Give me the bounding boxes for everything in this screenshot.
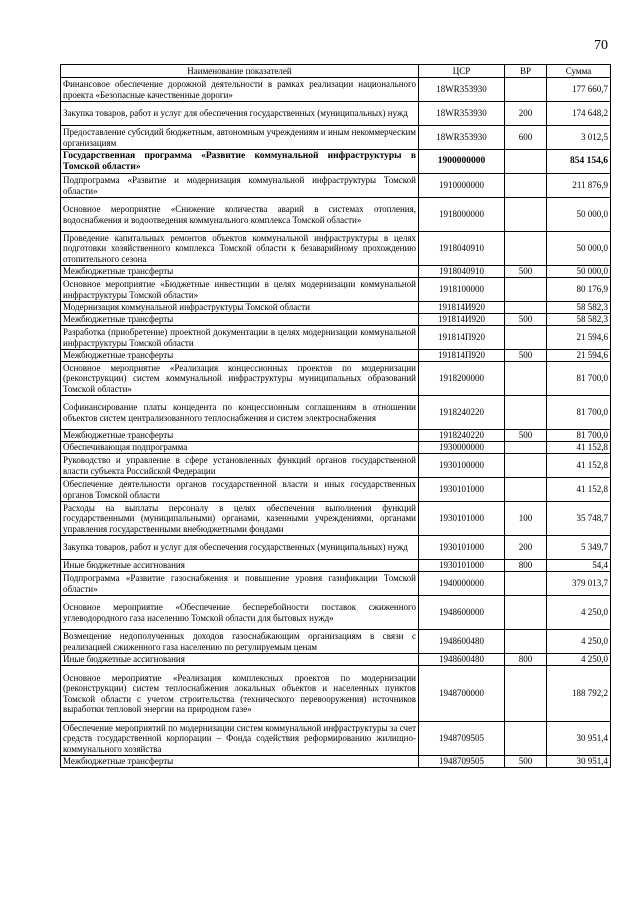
table-row xyxy=(61,302,611,314)
csr-cell: 1910000000 xyxy=(419,174,505,198)
table-row xyxy=(61,596,611,630)
table-row xyxy=(61,666,611,722)
vr-cell xyxy=(505,78,547,102)
vr-cell: 200 xyxy=(505,102,547,126)
name-cell: Основное мероприятие «Обеспечение бесперебойности поставок сжиженного углеводородного газа населению Томской области для бытовых нужд» xyxy=(61,596,419,630)
vr-cell xyxy=(505,666,547,722)
csr-cell: 1930101000 xyxy=(419,502,505,536)
csr-cell: 18WR353930 xyxy=(419,126,505,150)
csr-cell: 1900000000 xyxy=(419,150,505,174)
csr-cell: 191814И920 xyxy=(419,302,505,314)
vr-cell xyxy=(505,442,547,454)
table-row xyxy=(61,102,611,126)
table-row xyxy=(61,198,611,232)
header-csr: ЦСР xyxy=(419,65,505,78)
budget-table xyxy=(60,64,611,768)
table-header-row xyxy=(61,65,611,78)
sum-cell: 30 951,4 xyxy=(547,756,611,768)
vr-cell: 800 xyxy=(505,654,547,666)
table-row xyxy=(61,654,611,666)
name-cell: Софинансирование платы концедента по концессионным соглашениям в отношении объектов систем централизованного теплоснабжения и систем электроснабжения xyxy=(61,396,419,430)
name-cell: Закупка товаров, работ и услуг для обеспечения государственных (муниципальных) нужд xyxy=(61,536,419,560)
vr-cell: 500 xyxy=(505,266,547,278)
name-cell: Возмещение недополученных доходов газоснабжающим организациям в связи с реализацией сжиженного газа населению по регулируемым ценам xyxy=(61,630,419,654)
vr-cell xyxy=(505,396,547,430)
name-cell: Обеспечение мероприятий по модернизации систем коммунальной инфраструктуры за счет средств государственной корпорации – Фонда содействия реформированию жилищно-коммунального хозяйства xyxy=(61,722,419,756)
csr-cell: 1948600480 xyxy=(419,630,505,654)
sum-cell: 4 250,0 xyxy=(547,596,611,630)
csr-cell: 1918040910 xyxy=(419,232,505,266)
table-row xyxy=(61,430,611,442)
table-row xyxy=(61,560,611,572)
sum-cell: 854 154,6 xyxy=(547,150,611,174)
name-cell: Проведение капитальных ремонтов объектов коммунальной инфраструктуры в целях подготовки хозяйственного комплекса Томской области к безаварийному прохождению отопительного сезона xyxy=(61,232,419,266)
name-cell: Подпрограмма «Развитие и модернизация коммунальной инфраструктуры Томской области» xyxy=(61,174,419,198)
name-cell: Разработка (приобретение) проектной документации в целях модернизации коммунальной инфраструктуры Томской области xyxy=(61,326,419,350)
sum-cell: 3 012,5 xyxy=(547,126,611,150)
table-row xyxy=(61,174,611,198)
csr-cell: 1918240220 xyxy=(419,396,505,430)
vr-cell xyxy=(505,302,547,314)
csr-cell: 191814П920 xyxy=(419,326,505,350)
vr-cell xyxy=(505,198,547,232)
vr-cell xyxy=(505,174,547,198)
sum-cell: 81 700,0 xyxy=(547,396,611,430)
name-cell: Основное мероприятие «Реализация концессионных проектов по модернизации (реконструкции) систем коммунальной инфраструктуры муниципальных образований Томской области» xyxy=(61,362,419,396)
name-cell: Государственная программа «Развитие коммунальной инфраструктуры в Томской области» xyxy=(61,150,419,174)
sum-cell: 177 660,7 xyxy=(547,78,611,102)
page-number: 70 xyxy=(594,38,608,53)
vr-cell: 500 xyxy=(505,430,547,442)
vr-cell xyxy=(505,232,547,266)
header-sum: Сумма xyxy=(547,65,611,78)
sum-cell: 5 349,7 xyxy=(547,536,611,560)
csr-cell: 191814И920 xyxy=(419,314,505,326)
sum-cell: 58 582,3 xyxy=(547,314,611,326)
vr-cell: 800 xyxy=(505,560,547,572)
csr-cell: 1948600480 xyxy=(419,654,505,666)
csr-cell: 1948709505 xyxy=(419,722,505,756)
name-cell: Обеспечивающая подпрограмма xyxy=(61,442,419,454)
csr-cell: 191814П920 xyxy=(419,350,505,362)
sum-cell: 21 594,6 xyxy=(547,350,611,362)
table-row xyxy=(61,278,611,302)
table-row xyxy=(61,266,611,278)
csr-cell: 1930100000 xyxy=(419,454,505,478)
table-row xyxy=(61,536,611,560)
table-row xyxy=(61,442,611,454)
vr-cell: 600 xyxy=(505,126,547,150)
name-cell: Основное мероприятие «Бюджетные инвестиции в целях модернизации коммунальной инфраструктуры Томской области» xyxy=(61,278,419,302)
table-row xyxy=(61,454,611,478)
sum-cell: 41 152,8 xyxy=(547,442,611,454)
name-cell: Основное мероприятие «Реализация комплексных проектов по модернизации (реконструкции) систем теплоснабжения локальных объектов и населенных пунктов Томской области с учетом строительства (технического перевооружения) источников выработки тепловой энергии на природном газе» xyxy=(61,666,419,722)
csr-cell: 1918040910 xyxy=(419,266,505,278)
sum-cell: 188 792,2 xyxy=(547,666,611,722)
vr-cell: 100 xyxy=(505,502,547,536)
sum-cell: 174 648,2 xyxy=(547,102,611,126)
name-cell: Межбюджетные трансферты xyxy=(61,430,419,442)
table-row xyxy=(61,478,611,502)
table-row xyxy=(61,630,611,654)
csr-cell: 18WR353930 xyxy=(419,102,505,126)
sum-cell: 35 748,7 xyxy=(547,502,611,536)
csr-cell: 1948709505 xyxy=(419,756,505,768)
name-cell: Финансовое обеспечение дорожной деятельности в рамках реализации национального проекта «Безопасные качественные дороги» xyxy=(61,78,419,102)
csr-cell: 1930101000 xyxy=(419,536,505,560)
vr-cell: 500 xyxy=(505,350,547,362)
table-row xyxy=(61,326,611,350)
table-row xyxy=(61,126,611,150)
name-cell: Руководство и управление в сфере установленных функций органов государственной власти субъекта Российской Федерации xyxy=(61,454,419,478)
vr-cell: 500 xyxy=(505,314,547,326)
csr-cell: 1930101000 xyxy=(419,560,505,572)
sum-cell: 21 594,6 xyxy=(547,326,611,350)
vr-cell: 500 xyxy=(505,756,547,768)
name-cell: Иные бюджетные ассигнования xyxy=(61,560,419,572)
vr-cell xyxy=(505,362,547,396)
vr-cell: 200 xyxy=(505,536,547,560)
table-row xyxy=(61,572,611,596)
vr-cell xyxy=(505,630,547,654)
vr-cell xyxy=(505,478,547,502)
name-cell: Расходы на выплаты персоналу в целях обеспечения выполнения функций государственными (муниципальными) органами, казенными учреждениями, органами управления государственными внебюджетными фондами xyxy=(61,502,419,536)
name-cell: Межбюджетные трансферты xyxy=(61,314,419,326)
csr-cell: 1940000000 xyxy=(419,572,505,596)
csr-cell: 1918100000 xyxy=(419,278,505,302)
sum-cell: 211 876,9 xyxy=(547,174,611,198)
name-cell: Основное мероприятие «Снижение количества аварий в системах отопления, водоснабжения и водоотведения коммунального комплекса Томской области» xyxy=(61,198,419,232)
table-body xyxy=(61,78,611,768)
table-row xyxy=(61,78,611,102)
table-row xyxy=(61,502,611,536)
sum-cell: 379 013,7 xyxy=(547,572,611,596)
name-cell: Предоставление субсидий бюджетным, автономным учреждениям и иным некоммерческим организациям xyxy=(61,126,419,150)
csr-cell: 1918200000 xyxy=(419,362,505,396)
sum-cell: 41 152,8 xyxy=(547,478,611,502)
vr-cell xyxy=(505,150,547,174)
table-row xyxy=(61,396,611,430)
table-row xyxy=(61,756,611,768)
sum-cell: 58 582,3 xyxy=(547,302,611,314)
name-cell: Обеспечение деятельности органов государственной власти и иных государственных органов Томской области xyxy=(61,478,419,502)
name-cell: Подпрограмма «Развитие газоснабжения и повышение уровня газификации Томской области» xyxy=(61,572,419,596)
table-row xyxy=(61,314,611,326)
table-row xyxy=(61,150,611,174)
sum-cell: 50 000,0 xyxy=(547,266,611,278)
csr-cell: 1918000000 xyxy=(419,198,505,232)
sum-cell: 54,4 xyxy=(547,560,611,572)
vr-cell xyxy=(505,572,547,596)
sum-cell: 50 000,0 xyxy=(547,232,611,266)
csr-cell: 18WR353930 xyxy=(419,78,505,102)
sum-cell: 41 152,8 xyxy=(547,454,611,478)
name-cell: Модернизация коммунальной инфраструктуры Томской области xyxy=(61,302,419,314)
vr-cell xyxy=(505,278,547,302)
sum-cell: 81 700,0 xyxy=(547,362,611,396)
sum-cell: 50 000,0 xyxy=(547,198,611,232)
name-cell: Межбюджетные трансферты xyxy=(61,350,419,362)
csr-cell: 1948700000 xyxy=(419,666,505,722)
table-row xyxy=(61,232,611,266)
vr-cell xyxy=(505,454,547,478)
vr-cell xyxy=(505,326,547,350)
name-cell: Закупка товаров, работ и услуг для обеспечения государственных (муниципальных) нужд xyxy=(61,102,419,126)
csr-cell: 1948600000 xyxy=(419,596,505,630)
csr-cell: 1918240220 xyxy=(419,430,505,442)
sum-cell: 81 700,0 xyxy=(547,430,611,442)
csr-cell: 1930101000 xyxy=(419,478,505,502)
vr-cell xyxy=(505,722,547,756)
name-cell: Иные бюджетные ассигнования xyxy=(61,654,419,666)
name-cell: Межбюджетные трансферты xyxy=(61,756,419,768)
table-row xyxy=(61,362,611,396)
name-cell: Межбюджетные трансферты xyxy=(61,266,419,278)
sum-cell: 4 250,0 xyxy=(547,630,611,654)
csr-cell: 1930000000 xyxy=(419,442,505,454)
header-vr: ВР xyxy=(505,65,547,78)
table-row xyxy=(61,350,611,362)
vr-cell xyxy=(505,596,547,630)
sum-cell: 4 250,0 xyxy=(547,654,611,666)
header-name: Наименование показателей xyxy=(61,65,419,78)
sum-cell: 80 176,9 xyxy=(547,278,611,302)
table-row xyxy=(61,722,611,756)
sum-cell: 30 951,4 xyxy=(547,722,611,756)
